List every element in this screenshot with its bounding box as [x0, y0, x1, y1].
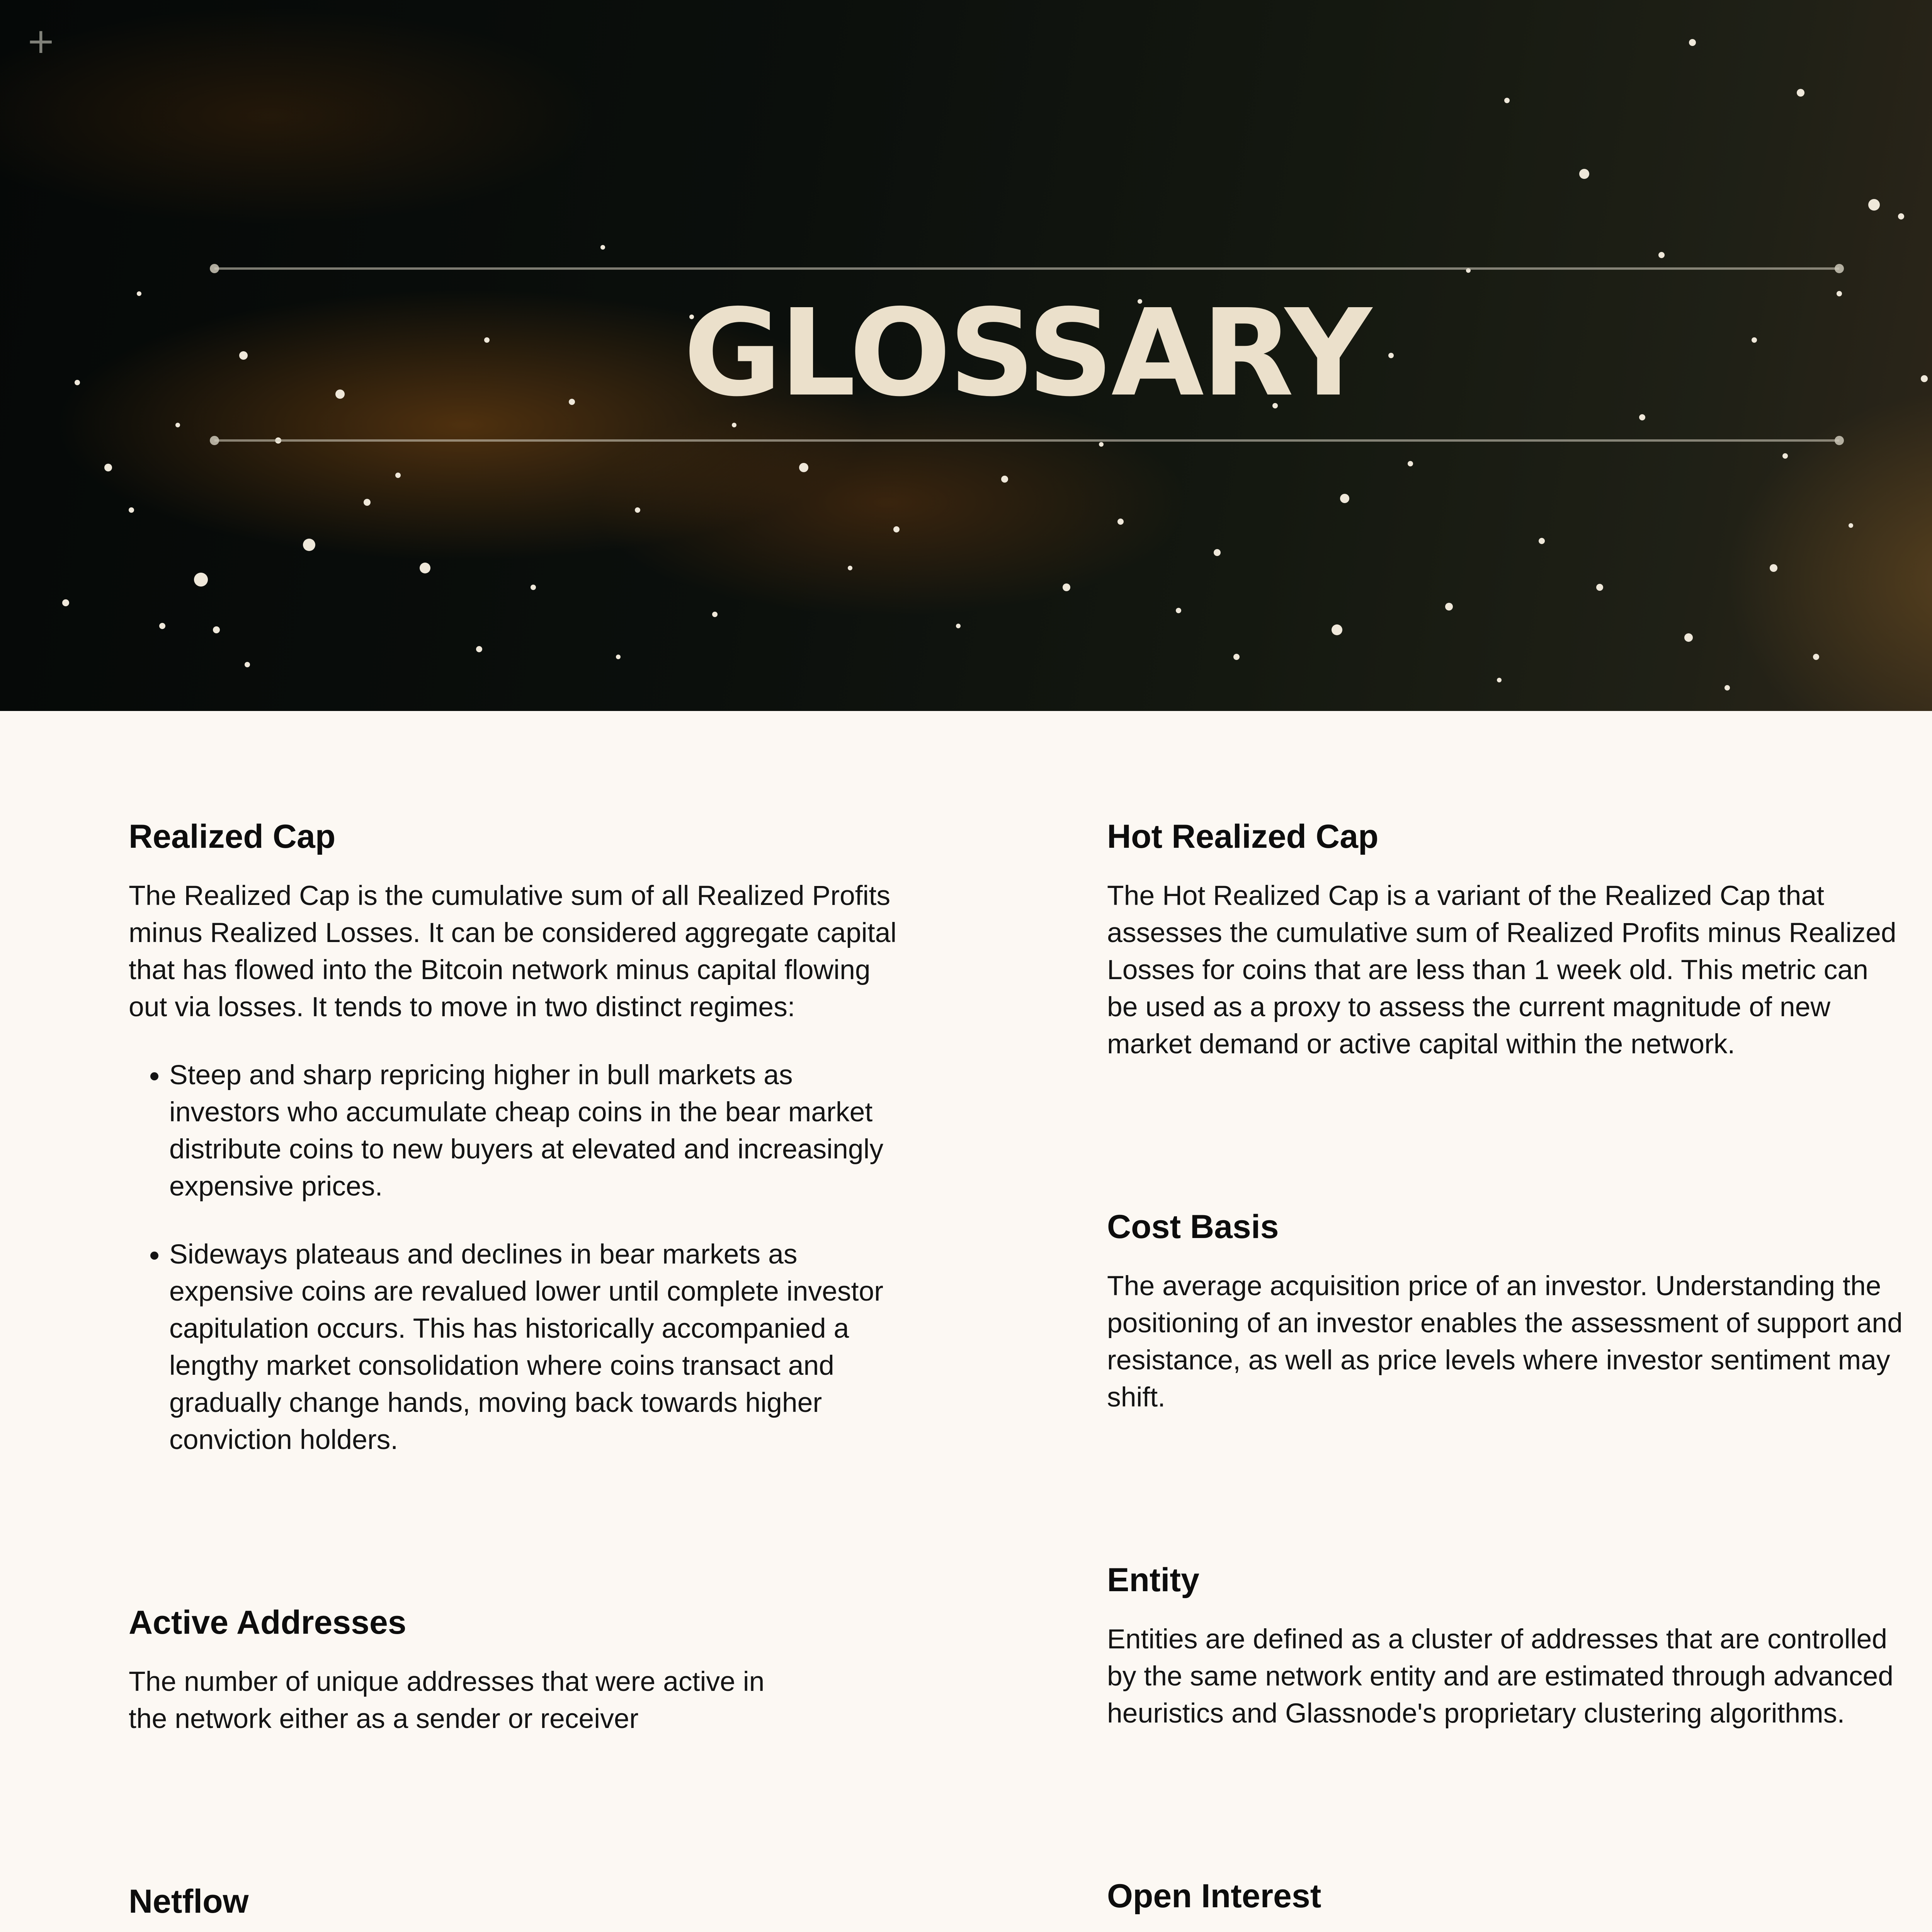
right-column: [1107, 815, 1903, 1932]
entry-term: Netflow: [129, 1883, 249, 1920]
title-rule-top: [214, 267, 1839, 270]
entry-bullets: [129, 1056, 905, 1458]
left-column: [129, 815, 905, 1932]
entry-definition: The Realized Cap is the cumulative sum of all Realized Profits minus Realized Losses. It can be considered aggregate capital that has flowed into the Bitcoin network minus capital flowing out via losses. It tends to move in two distinct regimes:: [129, 880, 897, 1022]
entry-term: Entity: [1107, 1561, 1199, 1599]
glossary-entry-open-interest: [1107, 1875, 1903, 1932]
entry-definition: Entities are defined as a cluster of addresses that are controlled by the same network entity and are estimated through advanced heuristics and Glassnode's proprietary clustering algorithms.: [1107, 1624, 1893, 1729]
bullet-item: • Sideways plateaus and declines in bear markets as expensive coins are revalued lower until complete investor capitulation occurs. This has historically accompanied a lengthy market consolidation where coins transact and gradually change hands, moving back towards higher conviction holders.: [169, 1236, 905, 1458]
bullet-item: • Steep and sharp repricing higher in bull markets as investors who accumulate cheap coins in the bear market distribute coins to new buyers at elevated and increasingly expensive prices.: [169, 1056, 905, 1205]
entry-term: Realized Cap: [129, 818, 336, 855]
entry-term: Open Interest: [1107, 1878, 1321, 1915]
glossary-entry-entity: [1107, 1559, 1903, 1732]
glossary-entry-realized-cap: [129, 815, 905, 1458]
page-title: GLOSSARY: [683, 284, 1370, 423]
glossary-entry-netflow: [129, 1880, 905, 1932]
corner-crosshair-icon: +: [26, 21, 56, 61]
title-rule-bottom: [214, 439, 1839, 442]
entry-term: Cost Basis: [1107, 1208, 1279, 1245]
entry-definition: The Hot Realized Cap is a variant of the Realized Cap that assesses the cumulative sum of Realized Profits minus Realized Losses for coins that are less than 1 week old. This metric can be used as a proxy to assess the current magnitude of new market demand or active capital within the network.: [1107, 880, 1896, 1060]
glossary-entry-active-addresses: [129, 1601, 905, 1737]
glossary-entry-cost-basis: [1107, 1206, 1903, 1416]
entry-definition: The average acquisition price of an investor. Understanding the positioning of an investor enables the assessment of support and resistance, as well as price levels where investor sentiment may shift.: [1107, 1270, 1903, 1413]
entry-term: Hot Realized Cap: [1107, 818, 1379, 855]
entry-term: Active Addresses: [129, 1604, 406, 1641]
glossary-entry-hot-realized-cap: [1107, 815, 1903, 1063]
entry-definition: The number of unique addresses that were active in the network either as a sender or receiver: [129, 1666, 765, 1734]
hero-banner: [0, 0, 1932, 711]
